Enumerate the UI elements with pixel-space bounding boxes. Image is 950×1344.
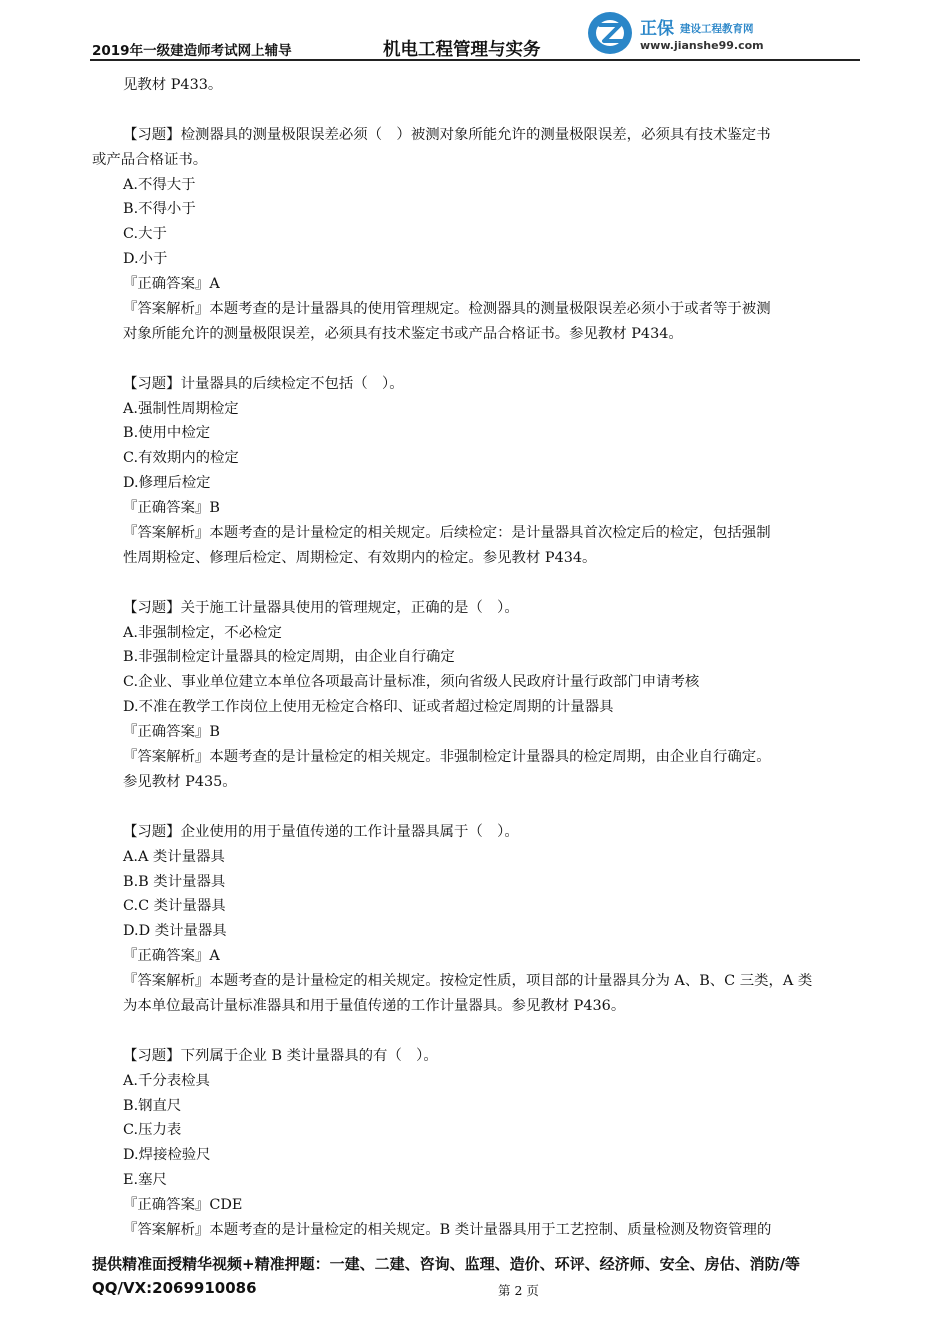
option-line: C.压力表 bbox=[123, 1122, 182, 1139]
explanation-line: 『答案解析』本题考查的是计量检定的相关规定。按检定性质，项目部的计量器具分为 A、B、C 三类，A 类 bbox=[123, 973, 813, 990]
option-line: B.钢直尺 bbox=[123, 1097, 182, 1114]
header-subject-title: 机电工程管理与实务 bbox=[383, 40, 541, 60]
footer-contact: QQ/VX:2069910086 bbox=[92, 1279, 257, 1297]
option-line: A.千分表检具 bbox=[123, 1072, 210, 1089]
explanation-line: 为本单位最高计量标准器具和用于量值传递的工作计量器具。参见教材 P436。 bbox=[123, 997, 626, 1014]
explanation-line: 『答案解析』本题考查的是计量器具的使用管理规定。检测器具的测量极限误差必须小于或者等于被测 bbox=[123, 301, 771, 318]
question-stem: 【习题】关于施工计量器具使用的管理规定，正确的是（ ）。 bbox=[123, 599, 519, 616]
logo-subtitle-text: 建设工程教育网 bbox=[680, 23, 754, 35]
option-line: D.修理后检定 bbox=[123, 475, 211, 492]
explanation-line: 性周期检定、修理后检定、周期检定、有效期内的检定。参见教材 P434。 bbox=[123, 549, 597, 566]
question-stem-cont: 或产品合格证书。 bbox=[92, 151, 208, 168]
option-line: B.非强制检定计量器具的检定周期，由企业自行确定 bbox=[123, 649, 455, 666]
explanation-line: 参见教材 P435。 bbox=[123, 773, 237, 790]
header-exam-title: 2019年一级建造师考试网上辅导 bbox=[92, 43, 292, 59]
option-line: D.小于 bbox=[123, 251, 168, 268]
explanation-line: 对象所能允许的测量极限误差，必须具有技术鉴定书或产品合格证书。参见教材 P434。 bbox=[123, 325, 683, 342]
document-body bbox=[92, 73, 862, 1243]
question-stem: 【习题】计量器具的后续检定不包括（ ）。 bbox=[123, 375, 404, 392]
logo-url-text: www.jianshe99.com bbox=[640, 39, 764, 52]
footer-promo: 提供精准面授精华视频+精准押题：一建、二建、咨询、监理、造价、环评、经济师、安全、房估、消防/等 bbox=[92, 1255, 801, 1273]
answer-line: 『正确答案』A bbox=[123, 276, 220, 293]
logo-brand-text: 正保 bbox=[640, 19, 674, 39]
option-line: D.不准在教学工作岗位上使用无检定合格印、证或者超过检定周期的计量器具 bbox=[123, 699, 614, 716]
option-line: A.非强制检定，不必检定 bbox=[123, 624, 282, 641]
option-line: A.A 类计量器具 bbox=[123, 848, 225, 865]
question-stem: 【习题】企业使用的用于量值传递的工作计量器具属于（ ）。 bbox=[123, 823, 519, 840]
option-line: C.C 类计量器具 bbox=[123, 898, 226, 915]
answer-line: 『正确答案』B bbox=[123, 500, 220, 517]
question-stem: 【习题】下列属于企业 B 类计量器具的有（ ）。 bbox=[123, 1047, 438, 1064]
question-stem: 【习题】检测器具的测量极限误差必须（ ）被测对象所能允许的测量极限误差，必须具有技术鉴定书 bbox=[123, 126, 771, 143]
option-line: A.强制性周期检定 bbox=[123, 400, 239, 417]
option-line: D.焊接检验尺 bbox=[123, 1147, 211, 1164]
option-line: B.不得小于 bbox=[123, 201, 196, 218]
explanation-line: 『答案解析』本题考查的是计量检定的相关规定。非强制检定计量器具的检定周期，由企业自行确定。 bbox=[123, 749, 771, 766]
logo-mark-icon bbox=[586, 10, 636, 56]
option-line: D.D 类计量器具 bbox=[123, 923, 227, 940]
site-logo bbox=[586, 10, 776, 58]
text-line: 见教材 P433。 bbox=[123, 77, 223, 93]
explanation-line: 『答案解析』本题考查的是计量检定的相关规定。后续检定：是计量器具首次检定后的检定，包括强制 bbox=[123, 525, 771, 542]
header-divider bbox=[90, 59, 860, 61]
explanation-line: 『答案解析』本题考查的是计量检定的相关规定。B 类计量器具用于工艺控制、质量检测及物资管理的 bbox=[123, 1221, 772, 1238]
answer-line: 『正确答案』CDE bbox=[123, 1197, 243, 1214]
option-line: E.塞尺 bbox=[123, 1172, 167, 1189]
option-line: B.B 类计量器具 bbox=[123, 873, 226, 890]
answer-line: 『正确答案』A bbox=[123, 948, 220, 965]
option-line: B.使用中检定 bbox=[123, 425, 211, 442]
page-number: 第 2 页 bbox=[498, 1283, 539, 1298]
option-line: C.企业、事业单位建立本单位各项最高计量标准，须向省级人民政府计量行政部门申请考核 bbox=[123, 674, 700, 691]
answer-line: 『正确答案』B bbox=[123, 724, 220, 741]
option-line: C.有效期内的检定 bbox=[123, 450, 239, 467]
option-line: A.不得大于 bbox=[123, 176, 196, 193]
option-line: C.大于 bbox=[123, 226, 167, 243]
